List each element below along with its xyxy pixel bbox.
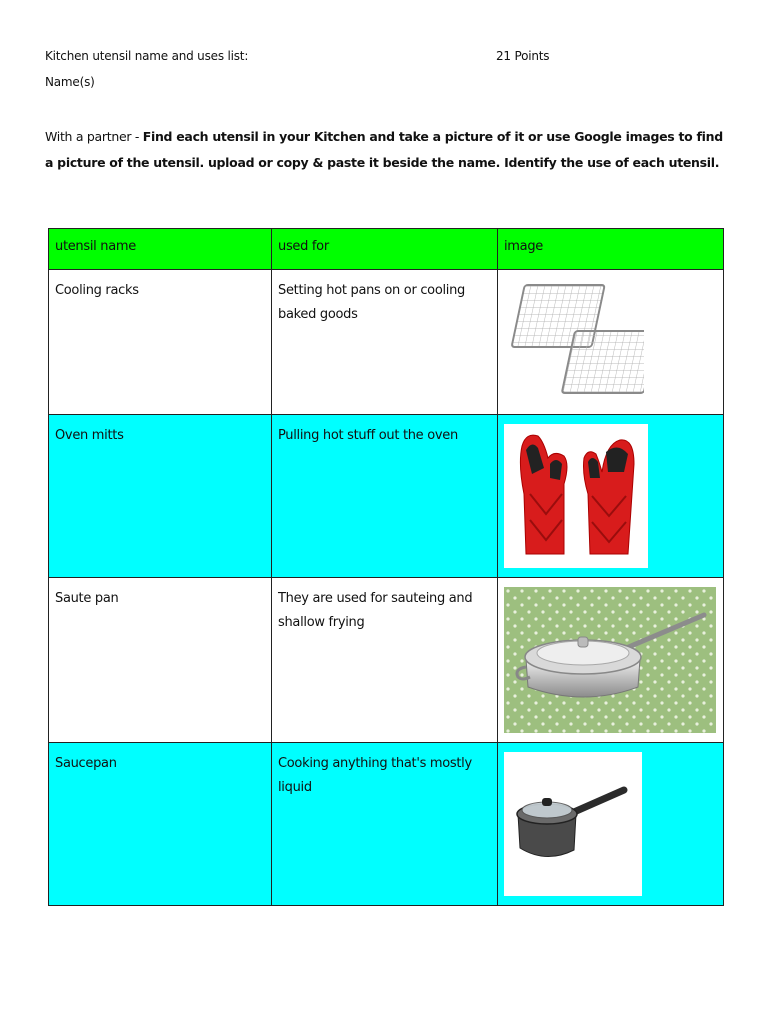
utensil-image-cell — [498, 743, 724, 906]
instructions-lead: With a partner - — [45, 129, 143, 144]
utensil-use-cell: Cooking anything that's mostly liquid — [272, 743, 498, 906]
utensil-name-cell: Saucepan — [49, 743, 272, 906]
table-row — [49, 270, 724, 415]
utensil-image-cell — [498, 415, 724, 578]
utensil-image-cell — [498, 270, 724, 415]
utensil-name-cell: Saute pan — [49, 578, 272, 743]
utensil-table — [48, 228, 724, 906]
utensil-name-cell: Cooling racks — [49, 270, 272, 415]
table-row — [49, 578, 724, 743]
saucepan-image — [504, 752, 642, 896]
cooling-racks-image — [504, 279, 644, 399]
utensil-use-cell: They are used for sauteing and shallow frying — [272, 578, 498, 743]
table-header-row — [49, 229, 724, 270]
utensil-use-cell: Pulling hot stuff out the oven — [272, 415, 498, 578]
names-label: Name(s) — [45, 75, 95, 89]
saute-pan-image — [504, 587, 716, 733]
header-utensil-name: utensil name — [49, 229, 272, 270]
table-row — [49, 743, 724, 906]
oven-mitts-image — [504, 424, 648, 568]
utensil-use-cell: Setting hot pans on or cooling baked goods — [272, 270, 498, 415]
header-image: image — [498, 229, 724, 270]
points-label: 21 Points — [496, 49, 550, 63]
table-row — [49, 415, 724, 578]
instructions-body: Find each utensil in your Kitchen and take a picture of it or use Google images to find a picture of the utensil. upload or copy & paste it beside the name. Identify the use of each utensil. — [45, 129, 723, 170]
document-title: Kitchen utensil name and uses list: — [45, 49, 249, 63]
utensil-name-cell: Oven mitts — [49, 415, 272, 578]
instructions — [45, 124, 725, 176]
utensil-image-cell — [498, 578, 724, 743]
header-used-for: used for — [272, 229, 498, 270]
